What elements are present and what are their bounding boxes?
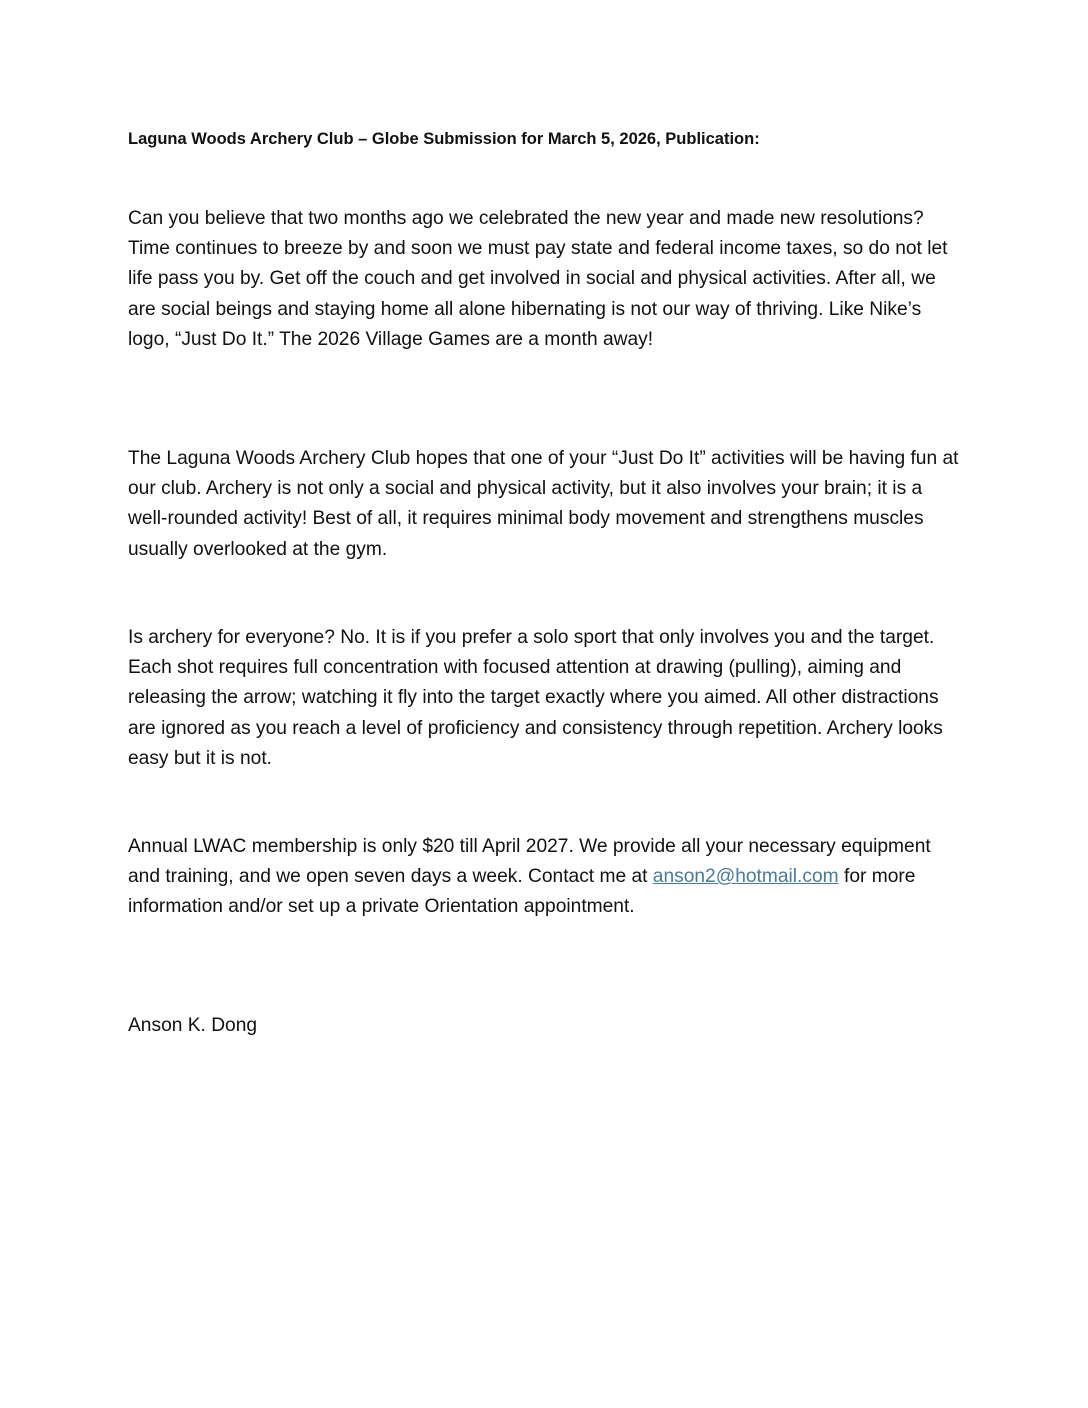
paragraph-archery: Is archery for everyone? No. It is if you prefer a solo sport that only involves you and the target. Each shot requires full concentration with focused attention at drawing (pulling), aiming and releasing the arrow; watching it fly into the target exactly where you aimed. All other distractions are ignored as you reach a level of proficiency and consistency through repetition. Archery looks easy but it is not.: [128, 627, 943, 769]
paragraph-membership: [128, 832, 960, 923]
document-heading: Laguna Woods Archery Club – Globe Submission for March 5, 2026, Publication:: [128, 130, 760, 148]
membership-text-after: for more information and/or set up a private Orientation appointment.: [128, 866, 916, 918]
membership-text-before: Annual LWAC membership is only $20 till April 2027. We provide all your necessary equipment and training, and we open seven days a week. Contact me at: [128, 836, 931, 888]
email-link[interactable]: anson2@hotmail.com: [652, 866, 839, 888]
paragraph-intro: Can you believe that two months ago we celebrated the new year and made new resolutions? Time continues to breeze by and soon we must pay state and federal income taxes, so do not let life pass you by. Get off the couch and get involved in social and physical activities. After all, we are social beings and staying home all alone hibernating is not our way of thriving. Like Nike’s logo, “Just Do It.” The 2026 Village Games are a month away!: [128, 208, 948, 350]
paragraph-club: The Laguna Woods Archery Club hopes that one of your “Just Do It” activities will be having fun at our club. Archery is not only a social and physical activity, but it also involves your brain; it is a well-rounded activity! Best of all, it requires minimal body movement and strengthens muscles usually overlooked at the gym.: [128, 448, 959, 560]
signature: Anson K. Dong: [128, 1015, 258, 1036]
